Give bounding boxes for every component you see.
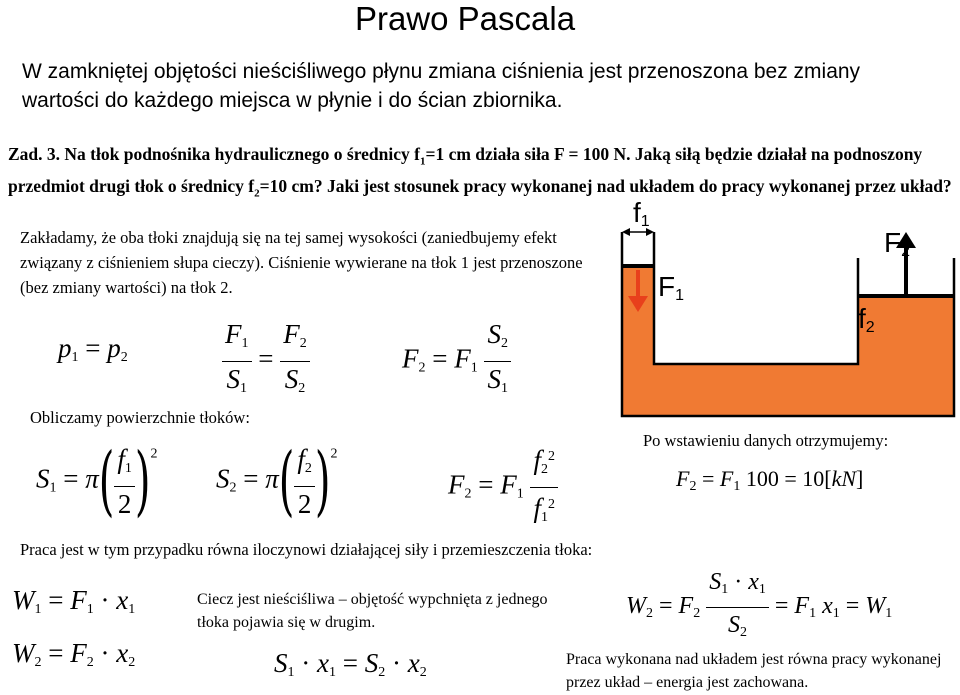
- hydraulic-press-diagram: [618, 196, 958, 421]
- area-s2-formula: $S_2 = \pi$( $\frac{f_2}{2}$ )$^2$: [216, 437, 338, 526]
- force-formula: $F_2 = F_1$ $\frac{S_2}{S_1}$: [402, 317, 511, 406]
- large-piston: [858, 294, 954, 298]
- task-part-3: =10 cm? Jaki jest stosunek pracy wykonanej nad układem do pracy wykonanej przez układ?: [259, 175, 952, 196]
- page-title: Prawo Pascala: [354, 0, 576, 37]
- conclusion-text: Praca wykonana nad układem jest równa pracy wykonanej przez układ – energia jest zachowana.: [566, 651, 942, 691]
- volume-equality: $S_1 \cdot x_1 = S_2 \cdot x_2$: [274, 648, 427, 680]
- substitution-label: Po wstawieniu danych otrzymujemy:: [643, 431, 889, 450]
- F1-force-label: F1: [658, 271, 685, 304]
- work-w2-formula: $W_2 = F_2 \cdot x_2$: [12, 638, 136, 670]
- small-piston: [622, 264, 654, 268]
- f1-diameter-label: f1: [633, 197, 650, 230]
- incompressible-note: Ciecz jest nieściśliwa – objętość wypchnięta z jednego tłoka pojawia się w drugim.: [197, 591, 548, 631]
- task-sub-1: 1: [419, 155, 426, 168]
- force-area-ratio: $\frac{F_1}{S_1}$ = $\frac{F_2}{S_2}$: [222, 317, 310, 406]
- work-equality-formula: $W_2 = F_2$ $\frac{S_1 \cdot x_1}{S_2}$ = $F_1$ $x_1 = W_1$: [626, 565, 892, 650]
- pressure-equality: $p_1 = p_2$: [58, 333, 128, 365]
- intro-text: W zamkniętej objętości nieściśliwego płynu zmiana ciśnienia jest przenoszona bez zmiany wartości do każdego miejsca w płynie i do ścian zbiornika.: [22, 60, 861, 112]
- area-s1-formula: $S_1 = \pi$( $\frac{f_1}{2}$ )$^2$: [36, 437, 158, 526]
- result-formula: $F_2 = F_1$ 100 = 10[kN]: [676, 466, 864, 494]
- F2-force-label: F2: [884, 227, 911, 260]
- work-w1-formula: $W_1 = F_1 \cdot x_1$: [12, 585, 136, 617]
- work-label: Praca jest w tym przypadku równa iloczynowi działającej siły i przemieszczenia tłoka:: [20, 540, 593, 559]
- task-part-2: =1 cm działa siła F = 100 N. Jaką siłą będzie działał na podnoszony przedmiot drugi tłok o średnicy f: [8, 144, 923, 196]
- task-part-1: Zad. 3. Na tłok podnośnika hydraulicznego o średnicy f: [8, 144, 420, 164]
- force-diameter-formula: $F_2 = F_1$ $\frac{f_2^2}{f_1^2}$: [448, 440, 558, 535]
- assumption-text: Zakładamy, że oba tłoki znajdują się na tej samej wysokości (zaniedbujemy efekt związany z ciśnieniem słupa cieczy). Ciśnienie wywierane na tłok 1 jest przenoszone (bez zmiany wartości) na tłok 2.: [20, 228, 583, 297]
- area-label: Obliczamy powierzchnie tłoków:: [30, 408, 250, 427]
- f2-diameter-label: f2: [858, 303, 875, 336]
- task-sub-2: 2: [254, 187, 260, 199]
